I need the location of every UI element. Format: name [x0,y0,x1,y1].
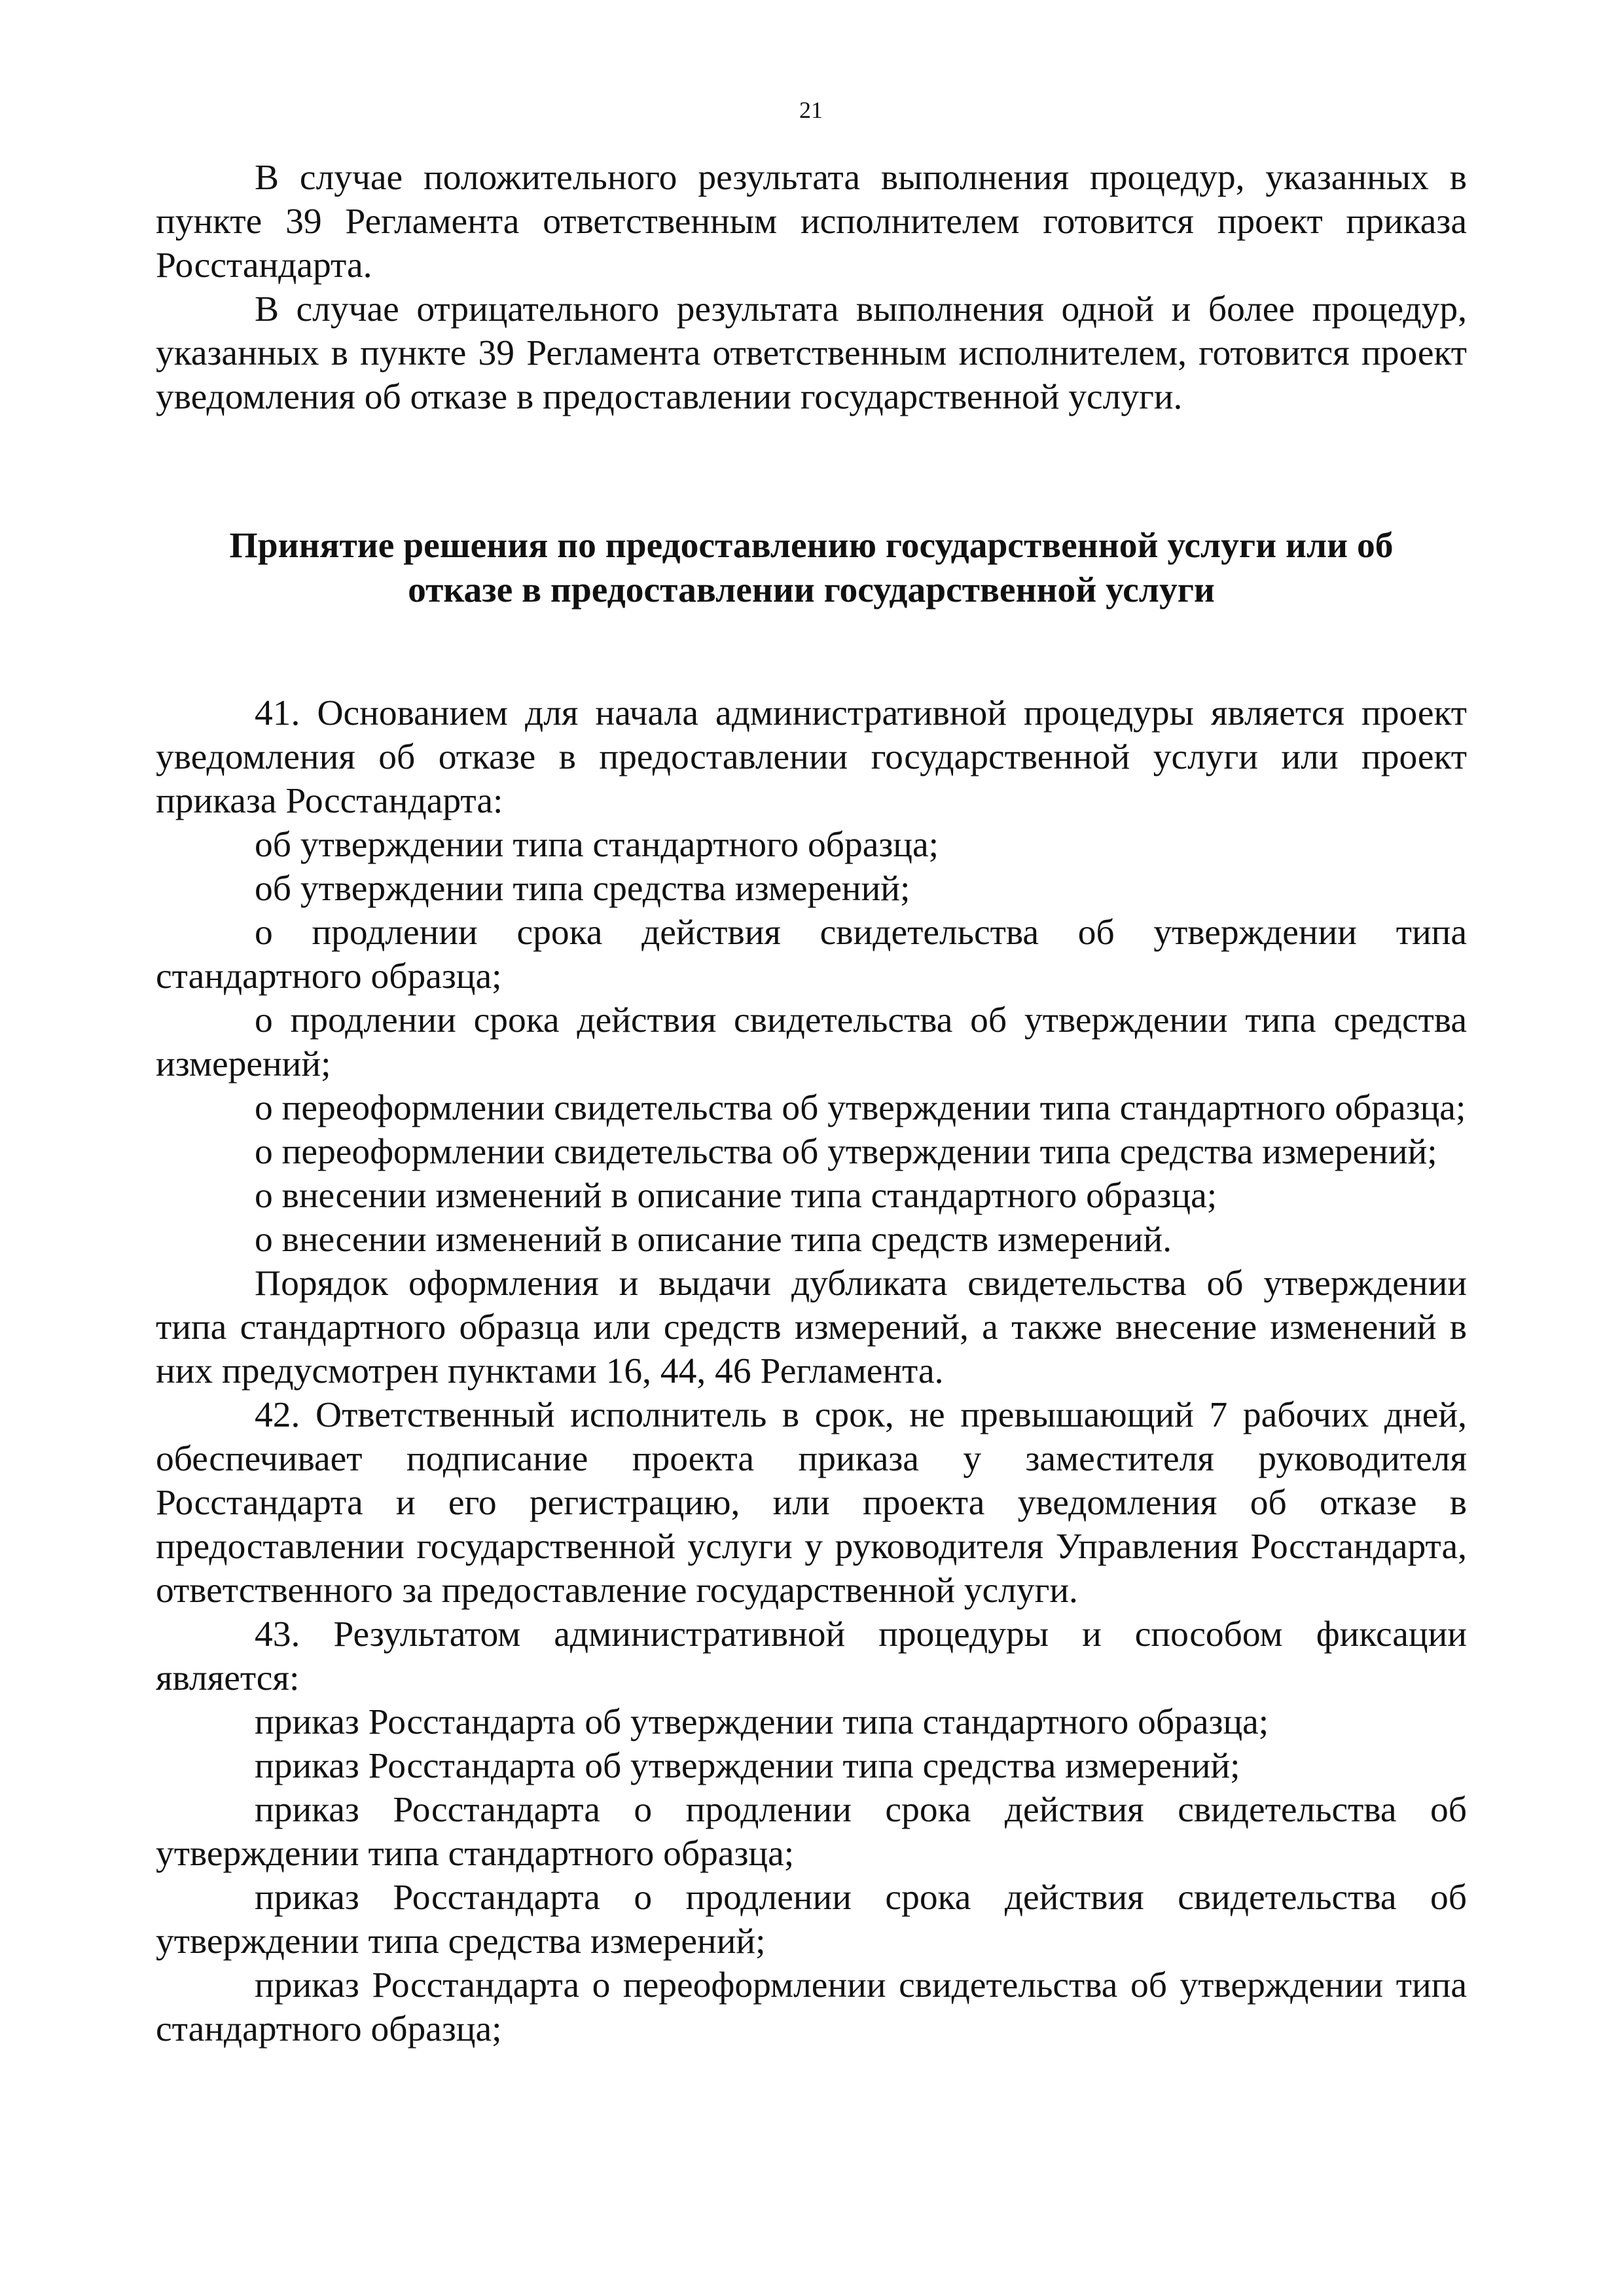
clause-43-item: приказ Росстандарта об утверждении типа средства измерений; [255,1746,1240,1786]
page-number: 21 [799,97,823,123]
clause-41-item: об утверждении типа стандартного образца; [255,825,939,865]
clause-41-note: Порядок оформления и выдачи дубликата свидетельства об утверждении типа стандартного образца или средств измерений, а также внесение изменений в них предусмотрен пунктами 16, 44, 46 Регламента. [156,1264,1467,1391]
clause-43-item: приказ Росстандарта о продлении срока действия свидетельства об утверждении типа стандартного образца; [156,1790,1467,1874]
clause-42: 42. Ответственный исполнитель в срок, не превышающий 7 рабочих дней, обеспечивает подписание проекта приказа у заместителя руководителя Росстандарта и его регистрацию, или проекта уведомления об отказе в предоставлении государственной услуги у руководителя Управления Росстандарта, ответственного за предоставление государственной услуги. [156,1395,1467,1611]
clause-41-item: о внесении изменений в описание типа стандартного образца; [255,1176,1217,1216]
clause-43-item: приказ Росстандарта об утверждении типа стандартного образца; [255,1702,1269,1742]
clause-43-lead: 43. Результатом административной процедуры и способом фиксации является: [156,1614,1467,1698]
clause-41-item: об утверждении типа средства измерений; [255,869,910,909]
clause-43-item: приказ Росстандарта о переоформлении свидетельства об утверждении типа стандартного образца; [156,1965,1467,2049]
clause-41-lead: 41. Основанием для начала административной процедуры является проект уведомления об отказе в предоставлении государственной услуги или проект приказа Росстандарта: [156,693,1467,821]
section-heading: Принятие решения по предоставлению государственной услуги или об отказе в предоставлении государственной услуги [229,526,1394,610]
document-body [156,156,1467,2051]
clause-41-item: о переоформлении свидетельства об утверждении типа стандартного образца; [255,1088,1466,1128]
paragraph-positive-result: В случае положительного результата выполнения процедур, указанных в пункте 39 Регламента ответственным исполнителем готовится проект приказа Росстандарта. [156,158,1467,285]
clause-43-item: приказ Росстандарта о продлении срока действия свидетельства об утверждении типа средства измерений; [156,1878,1467,1961]
clause-41-item: о переоформлении свидетельства об утверждении типа средства измерений; [255,1132,1437,1172]
paragraph-negative-result: В случае отрицательного результата выполнения одной и более процедур, указанных в пункте 39 Регламента ответственным исполнителем, готовится проект уведомления об отказе в предоставлении государственной услуги. [156,289,1467,417]
clause-41-item: о внесении изменений в описание типа средств измерений. [255,1220,1172,1260]
clause-41-item: о продлении срока действия свидетельства об утверждении типа стандартного образца; [156,913,1467,996]
clause-41-item: о продлении срока действия свидетельства об утверждении типа средства измерений; [156,1000,1467,1084]
